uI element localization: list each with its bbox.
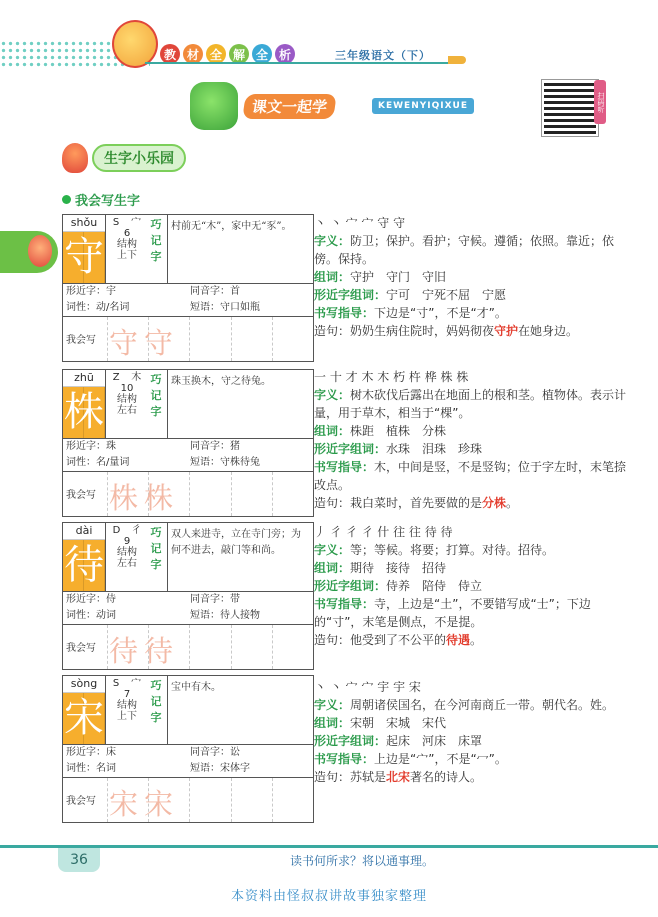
bullet-icon	[62, 195, 71, 204]
similar-char: 形近字：宇	[66, 286, 116, 297]
banner-title: 课文一起学	[242, 94, 337, 119]
structure-label: 结构	[117, 239, 137, 250]
char-notes	[314, 368, 636, 512]
grade-label: 三年级语文（下）	[335, 49, 431, 62]
part-of-speech: 词性：动/名词	[66, 302, 130, 313]
qiao-ji-char: 记	[150, 695, 162, 708]
meaning: 字义：等；等候。将要；打算。对待。招待。	[314, 543, 555, 557]
qiao-ji-char: 巧	[150, 679, 162, 692]
title-char: 解	[229, 44, 249, 64]
char-notes	[314, 678, 636, 786]
sentence-highlight: 分株	[482, 496, 507, 510]
example-sentence	[314, 631, 636, 649]
stroke-count: 9	[123, 536, 131, 547]
stroke-order: 一 十 才 木 木 朽 杵 桦 株 株	[314, 370, 469, 384]
structure-label: 结构	[117, 547, 137, 558]
writing-guide: 书写指导：木，中间是竖，不是竖钩；位于字左时，末笔捺改点。	[314, 460, 627, 492]
word-examples: 组词：期待 接待 招待	[314, 561, 447, 575]
char-cell	[63, 370, 106, 438]
title-char: 析	[275, 44, 295, 64]
similar-char: 形近字：珠	[66, 441, 116, 452]
sentence-text: 造句：他受到了不公平的	[314, 633, 447, 647]
qr-tag: 扫码听	[594, 80, 606, 124]
word-examples: 组词：守护 守门 守旧	[314, 270, 447, 284]
sentence-text: 造句：奶奶生病住院时，妈妈彻夜	[314, 324, 495, 338]
pinyin: zhū	[63, 370, 105, 387]
trace-characters: 待待	[109, 634, 180, 668]
homophone: 同音字：猪	[190, 441, 240, 452]
footer-note: 本资料由怪叔叔讲故事独家整理	[230, 889, 427, 904]
qiao-ji-label	[149, 678, 163, 726]
write-label: 我会写	[66, 335, 96, 346]
title-char: 材	[183, 44, 203, 64]
structure-label: 结构	[117, 700, 137, 711]
homophone: 同音字：带	[190, 594, 240, 605]
write-label: 我会写	[66, 490, 96, 501]
similar-words: 形近字组词：起床 河床 床罩	[314, 734, 483, 748]
char-info	[107, 525, 147, 569]
char-cell	[63, 215, 106, 283]
meaning: 字义：树木砍伐后露出在地面上的根和茎。植物体。表示计量，用于草木，相当于“棵”。	[314, 388, 627, 420]
writing-guide: 书写指导：寺，上边是“土”，不要错写成“士”；下边的“寸”，末笔是侧点，不是提。	[314, 597, 591, 629]
radical-letter: Z	[112, 372, 120, 383]
homophone: 同音字：首	[190, 286, 240, 297]
big-character: 株	[63, 387, 105, 438]
qiao-ji-label	[149, 525, 163, 573]
side-tab	[0, 231, 58, 273]
char-info	[107, 372, 147, 416]
section-heading	[62, 142, 186, 174]
phrase: 短语：守株待兔	[190, 457, 260, 468]
pinyin: dài	[63, 523, 105, 540]
big-character: 守	[63, 232, 105, 283]
mnemonic: 珠玉换木，守之待兔。	[167, 370, 313, 438]
trace-characters: 守守	[109, 326, 180, 360]
similar-words: 形近字组词：宁可 宁死不屈 宁愿	[314, 288, 507, 302]
sentence-highlight: 守护	[494, 324, 519, 338]
structure: 上下	[117, 711, 137, 722]
write-label: 我会写	[66, 796, 96, 807]
writing-guide: 书写指导：下边是“寸”，不是“才”。	[314, 306, 507, 320]
stroke-order: 丶 丶 宀 宀 宇 宇 宋	[314, 680, 421, 694]
mnemonic: 村前无“木”，家中无“豕”。	[167, 215, 313, 283]
pencil-icon	[448, 56, 466, 64]
example-sentence	[314, 768, 636, 786]
qiao-ji-char: 字	[150, 558, 162, 571]
writing-area[interactable]	[63, 471, 313, 516]
sentence-text: 著名的诗人。	[410, 770, 483, 784]
qr-code-icon[interactable]	[542, 80, 598, 136]
radical: 彳	[131, 525, 142, 536]
big-character: 宋	[63, 693, 105, 744]
section-title: 生字小乐园	[92, 144, 186, 172]
example-sentence	[314, 494, 636, 512]
similar-char: 形近字：侍	[66, 594, 116, 605]
big-character: 待	[63, 540, 105, 591]
char-cell	[63, 523, 106, 591]
sentence-text: 造句：苏轼是	[314, 770, 387, 784]
structure: 左右	[117, 405, 137, 416]
phrase: 短语：宋体字	[190, 763, 250, 774]
writing-guide: 书写指导：上边是“宀”，不是“冖”。	[314, 752, 507, 766]
example-sentence	[314, 322, 636, 340]
section-subtitle	[62, 190, 140, 209]
similar-words: 形近字组词：水珠 泪珠 珍珠	[314, 442, 483, 456]
sentence-text: 造句：栽白菜时，首先要做的是	[314, 496, 483, 510]
sentence-text: 在她身边。	[518, 324, 579, 338]
qiao-ji-char: 字	[150, 405, 162, 418]
writing-area[interactable]	[63, 624, 313, 669]
sentence-text: 。	[470, 633, 483, 647]
footer-motto: 读书何所求？将以通事理。	[290, 854, 435, 868]
qiao-ji-char: 记	[150, 389, 162, 402]
monster-icon	[190, 82, 238, 130]
book-title	[160, 44, 295, 64]
part-of-speech: 词性：名/量词	[66, 457, 130, 468]
mnemonic: 宝中有木。	[167, 676, 313, 744]
stroke-count: 7	[123, 689, 131, 700]
qiao-ji-char: 巧	[150, 218, 162, 231]
mnemonic: 双人来进寺，立在寺门旁；为何不进去，敲门等和尚。	[167, 523, 313, 591]
qiao-ji-char: 巧	[150, 526, 162, 539]
banner-pinyin: KEWENYIQIXUE	[372, 98, 474, 114]
structure-label: 结构	[117, 394, 137, 405]
title-char: 教	[160, 44, 180, 64]
write-label: 我会写	[66, 643, 96, 654]
char-card	[62, 369, 314, 517]
pinyin: shǒu	[63, 215, 105, 232]
homophone: 同音字：讼	[190, 747, 240, 758]
sentence-highlight: 北宋	[386, 770, 411, 784]
sentence-text: 。	[506, 496, 519, 510]
qiao-ji-char: 记	[150, 542, 162, 555]
mascot-icon	[112, 20, 158, 68]
stroke-order: 丿 彳 彳 彳 什 往 往 待 待	[314, 525, 453, 539]
similar-char: 形近字：床	[66, 747, 116, 758]
part-of-speech: 词性：动词	[66, 610, 116, 621]
part-of-speech: 词性：名词	[66, 763, 116, 774]
subtitle-text: 我会写生字	[75, 194, 141, 209]
char-notes	[314, 214, 636, 340]
word-examples: 组词：宋朝 宋城 宋代	[314, 716, 447, 730]
writing-area[interactable]	[63, 777, 313, 822]
structure: 上下	[117, 250, 137, 261]
qiao-ji-char: 巧	[150, 373, 162, 386]
phrase: 短语：待人接物	[190, 610, 260, 621]
qiao-ji-char: 记	[150, 234, 162, 247]
lesson-banner	[190, 86, 470, 126]
sentence-highlight: 待遇	[446, 633, 471, 647]
radical: 木	[131, 372, 142, 383]
similar-words: 形近字组词：侍养 陪侍 侍立	[314, 579, 483, 593]
stroke-count: 10	[120, 383, 134, 394]
trace-characters: 宋宋	[109, 787, 180, 821]
title-char: 全	[252, 44, 272, 64]
char-card	[62, 214, 314, 362]
qiao-ji-char: 字	[150, 250, 162, 263]
pinyin: sòng	[63, 676, 105, 693]
char-card	[62, 675, 314, 823]
meaning: 字义：周朝诸侯国名，在今河南商丘一带。朝代名。姓。	[314, 698, 615, 712]
radical: 宀	[131, 217, 142, 228]
writing-area[interactable]	[63, 316, 313, 361]
char-notes	[314, 523, 636, 649]
word-examples: 组词：株距 植株 分株	[314, 424, 447, 438]
qiao-ji-label	[149, 372, 163, 420]
title-char: 全	[206, 44, 226, 64]
strawberry-mascot-icon	[62, 143, 88, 173]
cat-mascot-icon	[28, 235, 52, 267]
meaning: 字义：防卫；保护。看护；守候。遵循；依照。靠近；依傍。保持。	[314, 234, 615, 266]
radical-letter: S	[112, 217, 120, 228]
structure: 左右	[117, 558, 137, 569]
stroke-order: 丶 丶 宀 宀 守 守	[314, 216, 406, 230]
char-info	[107, 217, 147, 261]
phrase: 短语：守口如瓶	[190, 302, 260, 313]
char-info	[107, 678, 147, 722]
page-number: 36	[58, 848, 100, 872]
char-card	[62, 522, 314, 670]
radical-letter: S	[112, 678, 120, 689]
qiao-ji-label	[149, 217, 163, 265]
radical-letter: D	[112, 525, 121, 536]
char-cell	[63, 676, 106, 744]
stroke-count: 6	[123, 228, 131, 239]
radical: 宀	[131, 678, 142, 689]
trace-characters: 株株	[109, 481, 180, 515]
qiao-ji-char: 字	[150, 711, 162, 724]
